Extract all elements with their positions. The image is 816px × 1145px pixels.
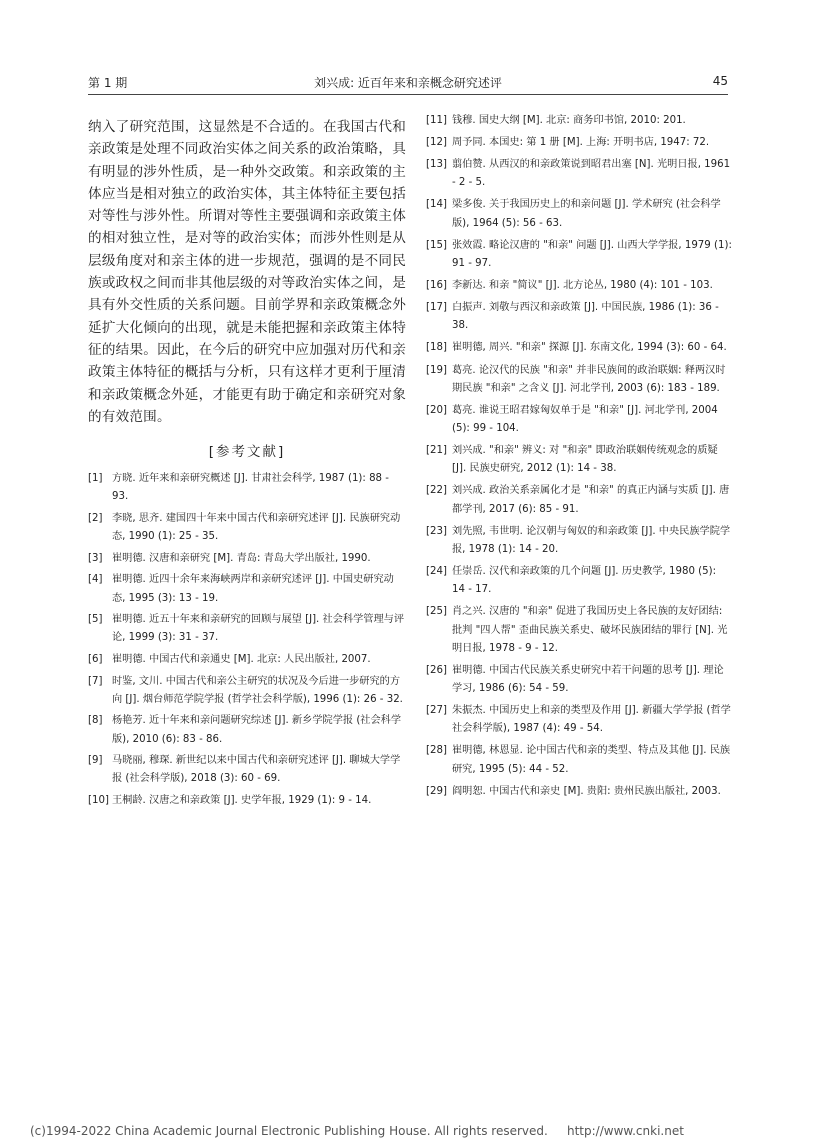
reference-item [426,196,732,232]
reference-number: [15] [426,239,447,251]
reference-number: [20] [426,404,447,416]
reference-text: 梁多俊. 关于我国历史上的和亲问题 [J]. 学术研究 (社会科学版), 1964 (5): 56 - 63. [452,199,721,229]
reference-number: [22] [426,485,447,497]
reference-text: 刘兴成. "和亲" 辨义: 对 "和亲" 即政治联姻传统观念的质疑 [J]. 民族史研究, 2012 (1): 14 - 38. [452,445,718,475]
reference-number: [9] [88,755,103,767]
references-heading: [参考文献] [208,444,286,461]
reference-number: [4] [88,574,103,586]
reference-item [426,742,732,778]
reference-item [88,792,406,810]
reference-text: 钱穆. 国史大纲 [M]. 北京: 商务印书馆, 2010: 201. [452,115,686,126]
reference-number: [26] [426,664,447,676]
references-list-left [88,470,406,810]
reference-number: [18] [426,342,447,354]
reference-text: 方晓. 近年来和亲研究概述 [J]. 甘肃社会科学, 1987 (1): 88 - 93. [112,473,389,503]
reference-number: [1] [88,473,103,485]
reference-text: 周予同. 本国史: 第 1 册 [M]. 上海: 开明书店, 1947: 72. [452,137,710,149]
reference-text: 杨艳芳. 近十年来和亲问题研究综述 [J]. 新乡学院学报 (社会科学版), 2010 (6): 83 - 86. [112,715,402,745]
reference-text: 崔明德. 近五十年来和亲研究的回顾与展望 [J]. 社会科学管理与评论, 1999 (3): 31 - 37. [112,614,405,644]
reference-text: 刘先照, 韦世明. 论汉朝与匈奴的和亲政策 [J]. 中央民族学院学报, 1978 (1): 14 - 20. [452,525,731,555]
reference-item [88,510,406,546]
reference-text: 李晓, 思齐. 建国四十年来中国古代和亲研究述评 [J]. 民族研究动态, 1990 (1): 25 - 35. [112,512,401,543]
reference-text: 朱振杰. 中国历史上和亲的类型及作用 [J]. 新疆大学学报 (哲学社会科学版), 1987 (4): 49 - 54. [452,705,731,735]
reference-item [426,523,732,559]
reference-text: 阎明恕. 中国古代和亲史 [M]. 贵阳: 贵州民族出版社, 2003. [452,785,721,797]
reference-text: 任崇岳. 汉代和亲政策的几个问题 [J]. 历史教学, 1980 (5): 14 - 17. [452,566,717,596]
header-rule [88,94,728,95]
reference-number: [23] [426,525,447,537]
references-list-right [426,112,732,801]
reference-number: [24] [426,566,447,578]
reference-number: [11] [426,115,447,126]
reference-text: 崔明德. 汉唐和亲研究 [M]. 青岛: 青岛大学出版社, 1990. [112,552,371,564]
body-paragraph: 纳入了研究范围，这显然是不合适的。在我国古代和亲政策是处理不同政治实体之间关系的政治策略，具有明显的涉外性质，是一种外交政策。和亲政策的主体应当是相对独立的政治实体，其主体特征主要包括对等性与涉外性。所谓对等性主要强调和亲政策主体的相对独立性，是对等的政治实体；而涉外性则是从层级角度对和亲主体的进一步规范，强调的是不同民族或政权之间而非其他层级的对等政治实体之间，是具有外交性质的关系问题。目前学界和亲政策概念外延扩大化倾向的出现，就是未能把握和亲政策主体特征的结果。因此，在今后的研究中应加强对历代和亲政策主体特征的概括与分析，只有这样才更利于厘清和亲政策概念外延，才能更有助于确定和亲研究对象的有效范围。 [88,119,406,425]
reference-text: 翦伯赞. 从西汉的和亲政策说到昭君出塞 [N]. 光明日报, 1961 - 2 - 5. [452,159,731,189]
reference-item [426,299,732,335]
reference-item [88,571,406,607]
reference-item [426,603,732,658]
reference-text: 崔明德. 中国古代和亲通史 [M]. 北京: 人民出版社, 2007. [112,653,371,665]
reference-item [88,752,406,788]
reference-item [426,563,732,599]
reference-number: [13] [426,159,447,171]
reference-number: [3] [88,552,103,564]
reference-number: [12] [426,137,447,149]
reference-text: 葛亮. 谁说王昭君嫁匈奴单于是 "和亲" [J]. 河北学刊, 2004 (5): 99 - 104. [452,404,718,435]
reference-number: [14] [426,199,447,211]
running-header [88,74,728,96]
reference-text: 白振声. 刘敬与西汉和亲政策 [J]. 中国民族, 1986 (1): 36 - 38. [452,302,719,332]
reference-text: 马晓丽, 穆琛. 新世纪以来中国古代和亲研究述评 [J]. 聊城大学学报 (社会科学版), 2018 (3): 60 - 69. [112,755,401,785]
reference-item [426,112,732,130]
footer-url[interactable]: http://www.cnki.net [567,1124,684,1138]
reference-text: 崔明德. 中国古代民族关系史研究中若干问题的思考 [J]. 理论学习, 1986 (6): 54 - 59. [452,664,724,695]
reference-number: [29] [426,785,447,797]
reference-item [426,156,732,192]
reference-number: [2] [88,512,103,524]
reference-item [426,482,732,518]
reference-item [426,362,732,398]
reference-number: [19] [426,364,447,376]
reference-number: [6] [88,653,103,665]
reference-number: [10] [88,794,109,806]
reference-number: [8] [88,715,103,727]
reference-item [426,702,732,738]
reference-text: 崔明德, 林恩显. 论中国古代和亲的类型、特点及其他 [J]. 民族研究, 1995 (5): 44 - 52. [452,745,731,775]
reference-number: [25] [426,606,447,618]
reference-number: [5] [88,614,103,626]
reference-text: 刘兴成. 政治关系亲属化才是 "和亲" 的真正内涵与实质 [J]. 唐都学刊, 2017 (6): 85 - 91. [452,485,730,515]
reference-text: 崔明德, 周兴. "和亲" 探源 [J]. 东南文化, 1994 (3): 60 - 64. [452,342,727,354]
reference-item [88,651,406,669]
reference-text: 李新达. 和亲 "简议" [J]. 北方论丛, 1980 (4): 101 - 103. [452,280,713,292]
page-number: 45 [712,74,728,88]
reference-number: [7] [88,675,103,687]
reference-text: 崔明德. 近四十余年来海峡两岸和亲研究述评 [J]. 中国史研究动态, 1995 (3): 13 - 19. [112,574,394,604]
reference-item [426,339,732,357]
copyright-notice: (c)1994-2022 China Academic Journal Electronic Publishing House. All rights reserved. [30,1124,548,1138]
reference-item [426,442,732,478]
reference-number: [28] [426,745,447,757]
reference-text: 葛亮. 论汉代的民族 "和亲" 并非民族间的政治联姻: 释两汉时期民族 "和亲" 之含义 [J]. 河北学刊, 2003 (6): 183 - 189. [452,364,726,394]
reference-number: [17] [426,302,447,314]
reference-item [88,550,406,568]
reference-number: [16] [426,280,447,292]
reference-text: 王桐龄. 汉唐之和亲政策 [J]. 史学年报, 1929 (1): 9 - 14. [112,794,372,806]
reference-item [426,662,732,698]
reference-text: 时鉴, 文川. 中国古代和亲公主研究的状况及今后进一步研究的方向 [J]. 烟台师范学院学报 (哲学社会科学版), 1996 (1): 26 - 32. [112,675,403,705]
reference-text: 肖之兴. 汉唐的 "和亲" 促进了我国历史上各民族的友好团结: 批判 "四人帮" 歪曲民族关系史、破坏民族团结的罪行 [N]. 光明日报, 1978 - 9 - 12. [452,606,728,654]
running-title: 刘兴成: 近百年来和亲概念研究述评 [314,76,502,90]
reference-text: 张效霞. 略论汉唐的 "和亲" 问题 [J]. 山西大学学报, 1979 (1): 91 - 97. [452,239,732,269]
reference-item [426,237,732,273]
issue-number: 第 1 期 [88,76,128,90]
reference-number: [27] [426,705,447,717]
reference-item [88,673,406,709]
reference-item [426,134,732,152]
left-column [88,116,406,814]
reference-item [426,277,732,295]
body-text [88,116,406,428]
reference-item [88,611,406,647]
reference-item [88,712,406,748]
reference-item [426,402,732,438]
reference-number: [21] [426,445,447,457]
reference-item [88,470,406,506]
right-column [426,112,732,805]
reference-item [426,783,732,801]
